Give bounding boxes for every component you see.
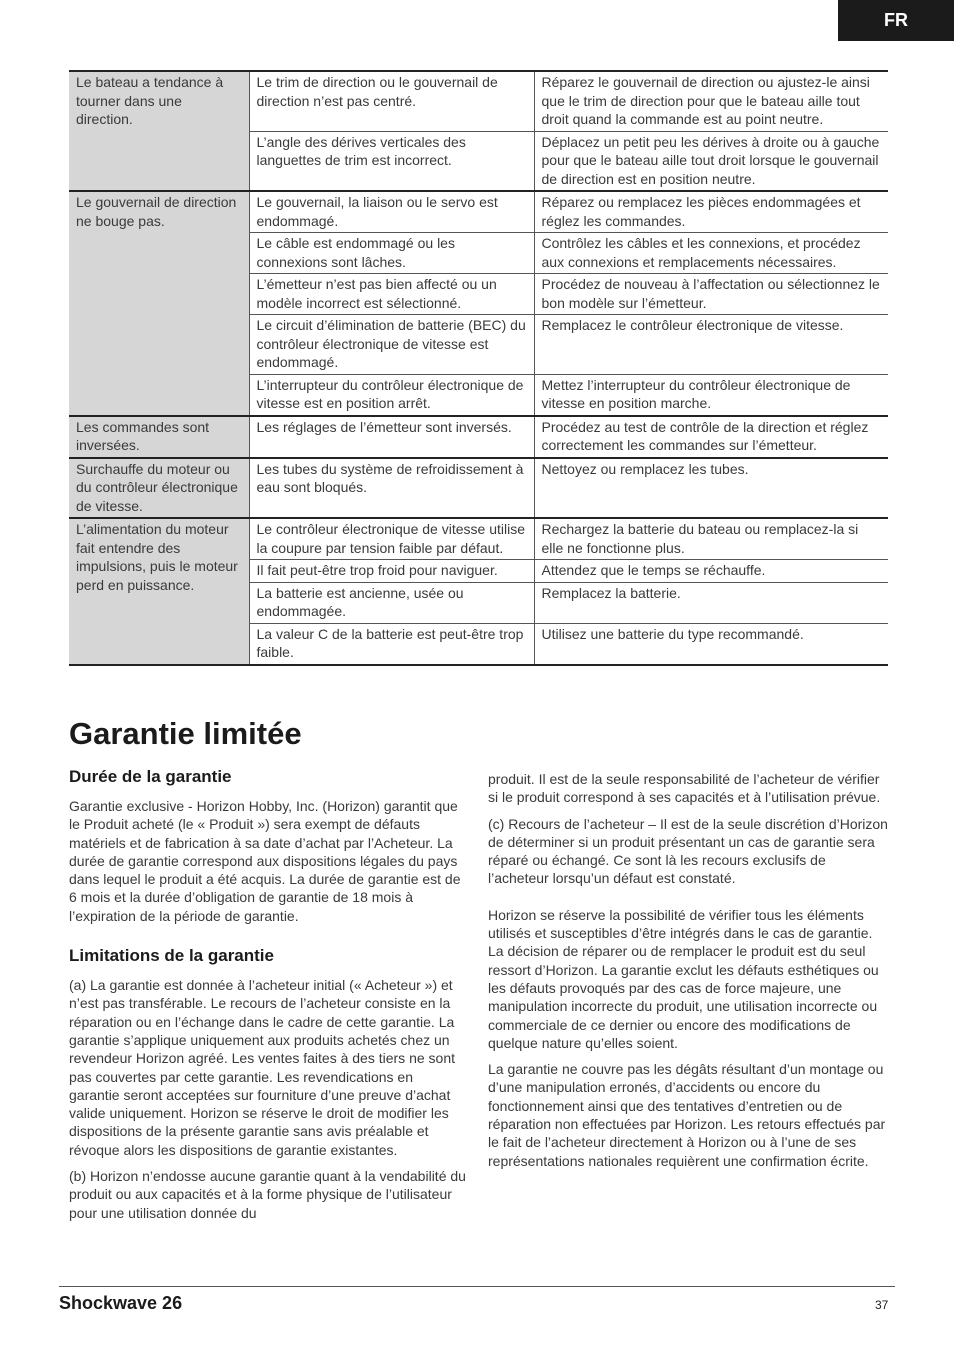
solution-cell: Utilisez une batterie du type recommandé. [534,623,888,665]
cause-cell: Les réglages de l’émetteur sont inversés. [249,416,534,458]
limitations-heading: Limitations de la garantie [69,946,274,966]
solution-cell: Remplacez la batterie. [534,582,888,623]
solution-cell: Remplacez le contrôleur électronique de vitesse. [534,315,888,375]
solution-cell: Procédez au test de contrôle de la direction et réglez correctement les commandes sur l’émetteur. [534,416,888,458]
solution-cell: Attendez que le temps se réchauffe. [534,560,888,583]
solution-cell: Nettoyez ou remplacez les tubes. [534,458,888,519]
limitations-a-text: (a) La garantie est donnée à l’acheteur initial (« Acheteur ») et n’est pas transférable. Le recours de l’acheteur consiste en la réparation ou en l’échange dans le cadre de cette garantie. La garantie s’applique uniquement aux produits achetés chez un revendeur Horizon agréé. Les ventes faites à des tiers ne sont pas couvertes par cette garantie. Les revendications en garantie seront acceptées sur fourniture d’une preuve d’achat valide uniquement. Horizon se réserve le droit de modifier les dispositions de la présente garantie sans avis préalable et révoque alors les dispositions de garantie existantes. [69,977,455,1158]
problem-cell: Le gouvernail de direction ne bouge pas. [69,191,249,416]
page-number: 37 [875,1298,889,1312]
warranty-left-column [69,766,467,1230]
cause-cell: Le gouvernail, la liaison ou le servo est endommagé. [249,191,534,233]
cause-cell: Le contrôleur électronique de vitesse utilise la coupure par tension faible par défaut. [249,518,534,560]
problem-cell: Le bateau a tendance à tourner dans une direction. [69,71,249,191]
footer-divider [59,1286,895,1287]
solution-cell: Réparez le gouvernail de direction ou ajustez-le ainsi que le trim de direction pour que le bateau aille tout droit quand la commande est au point neutre. [534,71,888,131]
duration-text: Garantie exclusive - Horizon Hobby, Inc. (Horizon) garantit que le Produit acheté (le « Produit ») sera exempt de défauts matériels et de fabrication à sa date d’achat par l’Acheteur. La durée de garantie correspond aux dispositions légales du pays dans lequel le produit a été acquis. La durée de garantie est de 6 mois et la durée d’obligation de garantie de 18 mois à l’expiration de la période de garantie. [69,798,461,924]
table-row [69,191,888,233]
limitations-b-text: (b) Horizon n’endosse aucune garantie quant à la vendabilité du produit ou aux capacités et à la forme physique de l’utilisateur pour une utilisation donnée du [69,1168,466,1221]
problem-cell: L’alimentation du moteur fait entendre des impulsions, puis le moteur perd en puissance. [69,518,249,665]
troubleshooting-table [69,70,888,666]
solution-cell: Réparez ou remplacez les pièces endommagées et réglez les commandes. [534,191,888,233]
solution-cell: Déplacez un petit peu les dérives à droite ou à gauche pour que le bateau aille tout droit lorsque le gouvernail de direction est en position neutre. [534,131,888,191]
cause-cell: Le circuit d’élimination de batterie (BEC) du contrôleur électronique de vitesse est endommagé. [249,315,534,375]
warranty-right-column [488,770,888,1178]
solution-cell: Contrôlez les câbles et les connexions, et procédez aux connexions et remplacements nécessaires. [534,233,888,274]
table-row [69,416,888,458]
limitations-c-text: (c) Recours de l’acheteur – Il est de la seule discrétion d’Horizon de déterminer si un produit présentant un cas de garantie sera réparé ou échangé. Ce sont là les recours exclusifs de l’acheteur lorsqu’un défaut est constaté. [488,815,888,887]
footer-product-name: Shockwave 26 [59,1293,183,1313]
cause-cell: L’émetteur n’est pas bien affecté ou un modèle incorrect est sélectionné. [249,274,534,315]
table-row [69,518,888,560]
solution-cell: Mettez l’interrupteur du contrôleur électronique de vitesse en position marche. [534,374,888,416]
limitations-b-continued: produit. Il est de la seule responsabilité de l’acheteur de vérifier si le produit correspond à ses capacités et à l’utilisation prévue. [488,771,881,806]
table-row [69,71,888,131]
page-title: Garantie limitée [69,716,302,751]
cause-cell: La batterie est ancienne, usée ou endommagée. [249,582,534,623]
cause-cell: L’angle des dérives verticales des languettes de trim est incorrect. [249,131,534,191]
solution-cell: Procédez de nouveau à l’affectation ou sélectionnez le bon modèle sur l’émetteur. [534,274,888,315]
problem-cell: Les commandes sont inversées. [69,416,249,458]
problem-cell: Surchauffe du moteur ou du contrôleur électronique de vitesse. [69,458,249,519]
cause-cell: Le câble est endommagé ou les connexions sont lâches. [249,233,534,274]
cause-cell: L’interrupteur du contrôleur électronique de vitesse est en position arrêt. [249,374,534,416]
cause-cell: La valeur C de la batterie est peut-être trop faible. [249,623,534,665]
cause-cell: Les tubes du système de refroidissement à eau sont bloqués. [249,458,534,519]
damage-text: La garantie ne couvre pas les dégâts résultant d’un montage ou d’une manipulation erronés, d’accidents ou encore du fonctionnement ainsi que des tentatives d’entretien ou de réparation non effectuées par Horizon. Les retours effectués par le fait de l’acheteur directement à Horizon ou à l’une de ses représentations nationales requièrent une confirmation écrite. [488,1061,886,1169]
language-tab: FR [838,0,954,41]
verify-text: Horizon se réserve la possibilité de vérifier tous les éléments utilisés et susceptibles d’être intégrés dans le cas de garantie. La décision de réparer ou de remplacer le produit est du seul ressort d’Horizon. La garantie exclut les défauts esthétiques ou les défauts provoqués par des cas de force majeure, une manipulation incorrecte du produit, une utilisation incorrecte ou commerciale de ce dernier ou encore des modifications de quelque nature qu’elles soient. [488,906,879,1051]
cause-cell: Le trim de direction ou le gouvernail de direction n’est pas centré. [249,71,534,131]
cause-cell: Il fait peut-être trop froid pour naviguer. [249,560,534,583]
duration-heading: Durée de la garantie [69,767,232,786]
solution-cell: Rechargez la batterie du bateau ou remplacez-la si elle ne fonctionne plus. [534,518,888,560]
table-row [69,458,888,519]
